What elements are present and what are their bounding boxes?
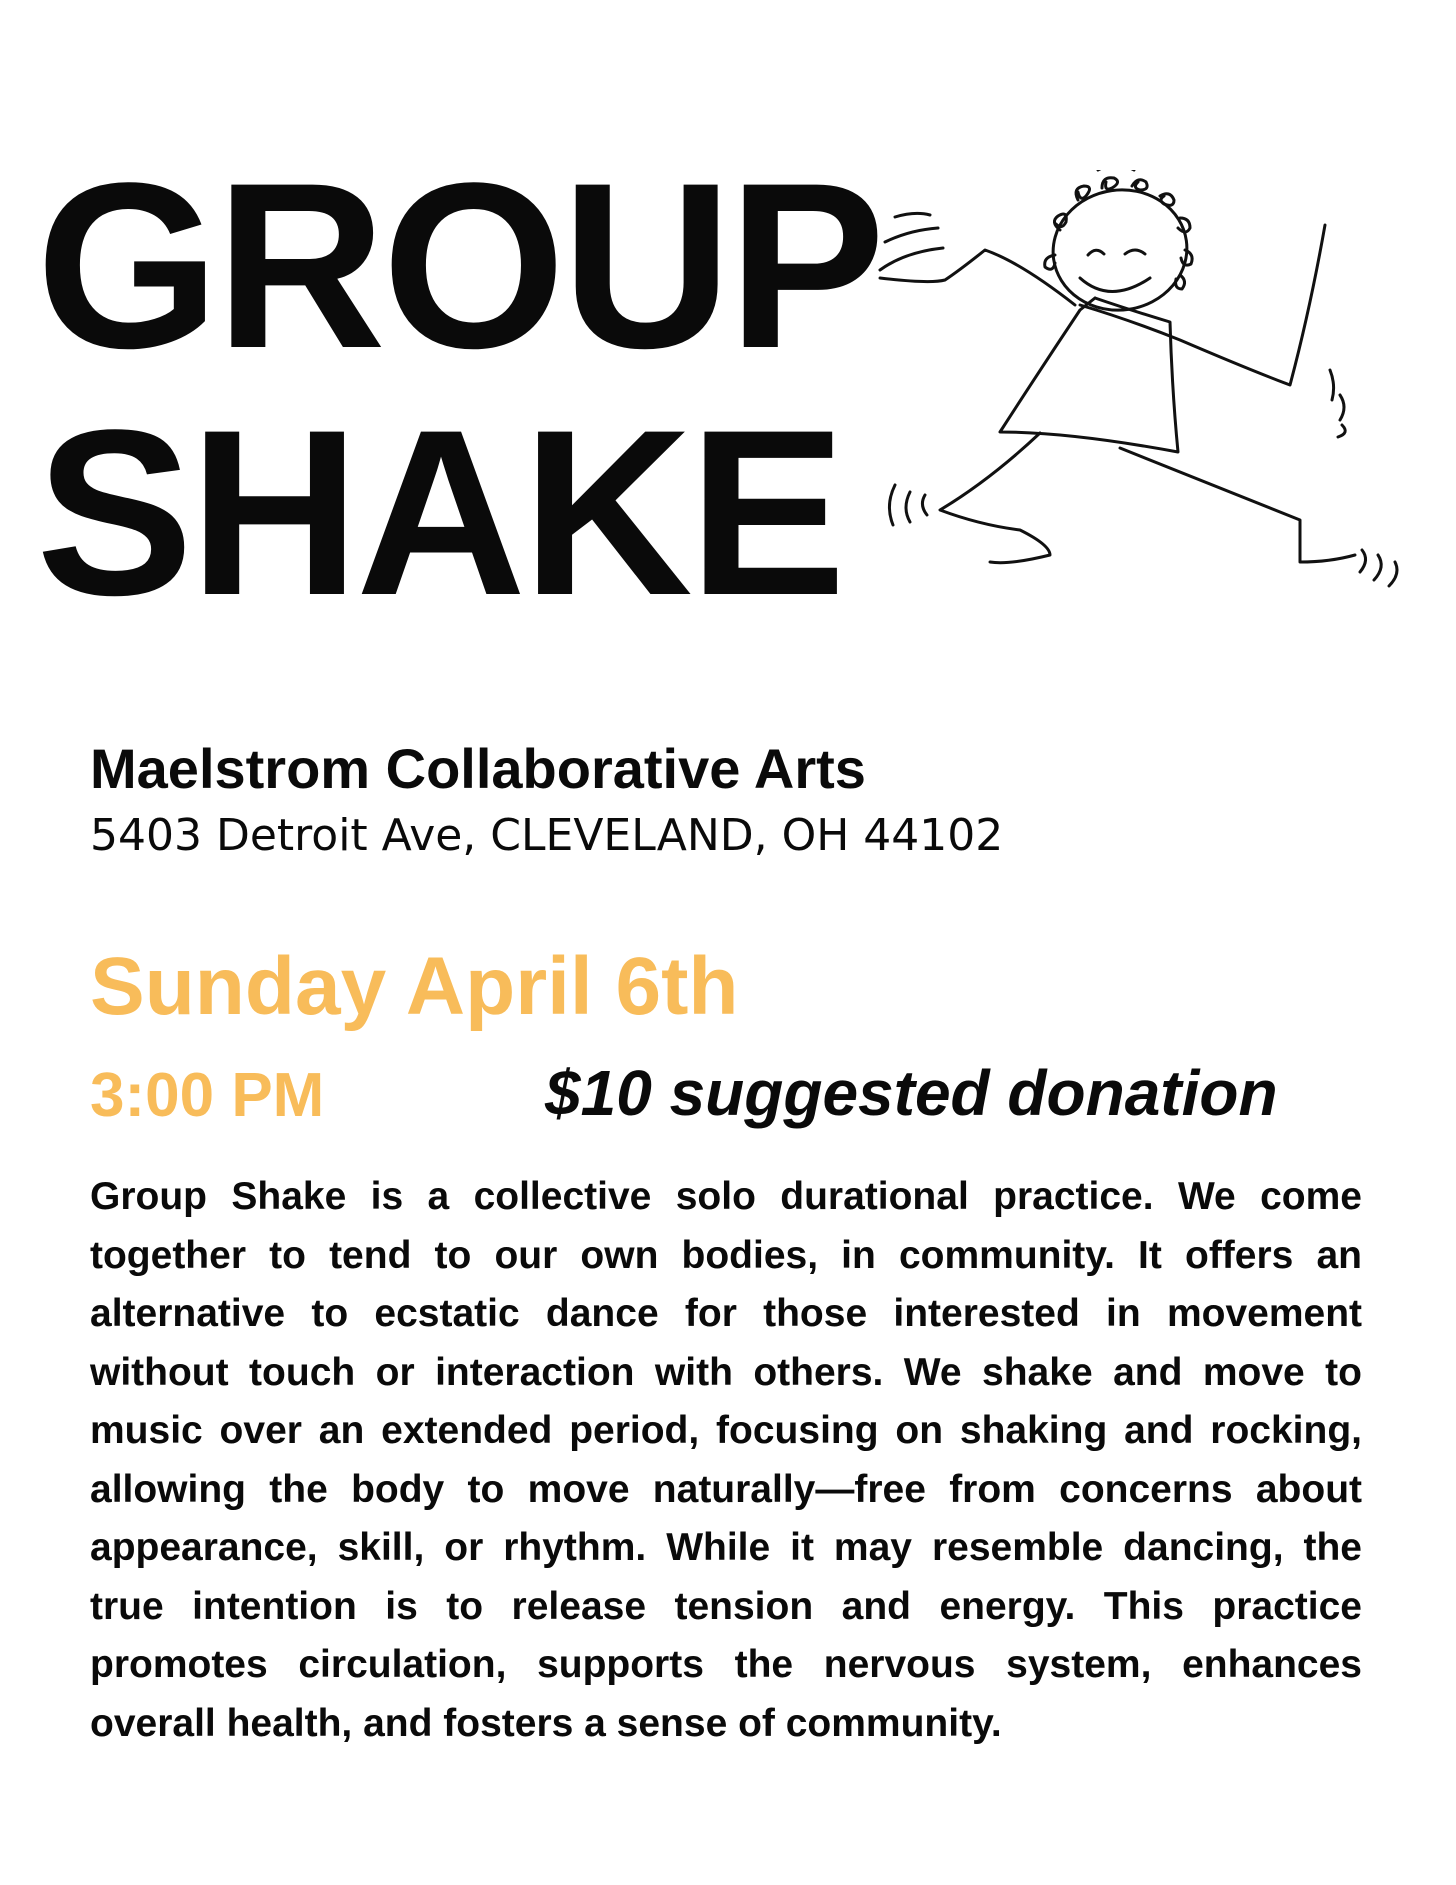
venue-name: Maelstrom Collaborative Arts xyxy=(90,737,866,800)
venue-address: 5403 Detroit Ave, CLEVELAND, OH 44102 xyxy=(90,810,1004,861)
event-description: Group Shake is a collective solo durational practice. We come together to tend to our own bodies, in community. It offers an alternative to ecstatic dance for those interested in movement without touch or interaction with others. We shake and move to music over an extended period, focusing on shaking and rocking, allowing the body to move naturally—free from concerns about appearance, skill, or rhythm. While it may resemble dancing, the true intention is to release tension and energy. This practice promotes circulation, supports the nervous system, enhances overall health, and fosters a sense of community. xyxy=(90,1175,1362,1745)
figure-legs xyxy=(940,433,1355,563)
suggested-donation: $10 suggested donation xyxy=(545,1057,1278,1129)
motion-lines-right-foot xyxy=(1360,550,1397,586)
motion-lines-right-hand xyxy=(1330,370,1345,437)
motion-lines-left-foot xyxy=(889,485,927,525)
event-date: Sunday April 6th xyxy=(90,941,739,1032)
figure-arms xyxy=(880,225,1325,385)
figure-dress xyxy=(1000,298,1178,452)
figure-head xyxy=(1045,170,1195,319)
dancing-figure-illustration xyxy=(780,170,1440,730)
event-time: 3:00 PM xyxy=(90,1061,325,1130)
poster-title-line-2: SHAKE xyxy=(36,381,843,645)
poster-title-line-1: GROUP xyxy=(36,134,882,398)
motion-lines-left-hand xyxy=(880,213,943,270)
